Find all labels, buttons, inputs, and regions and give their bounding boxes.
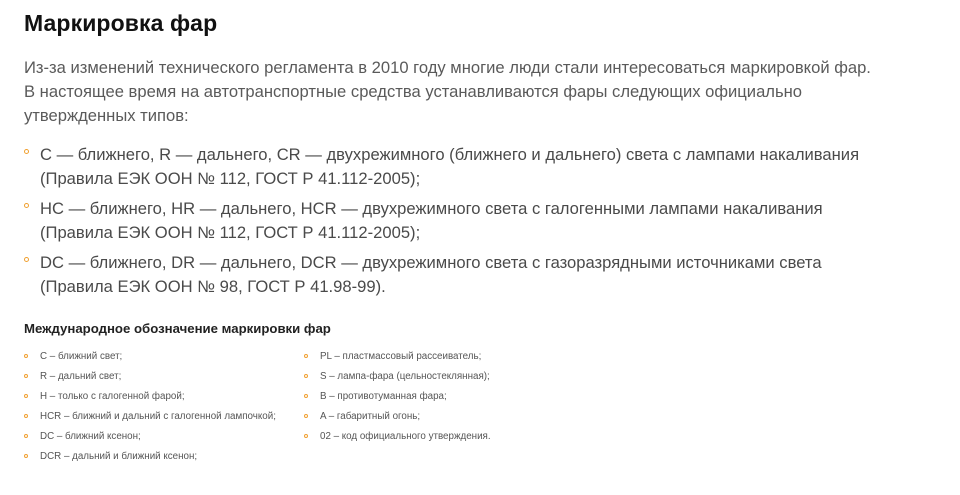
list-item-text: PL – пластмассовый рассеиватель; <box>320 351 482 362</box>
bullet-icon <box>24 257 29 262</box>
list-item <box>24 450 276 470</box>
bullet-icon <box>304 434 308 438</box>
list-item-text: S – лампа-фара (цельностеклянная); <box>320 371 490 382</box>
list-item <box>24 251 940 299</box>
list-item <box>304 370 491 390</box>
marking-codes-right-column <box>304 350 491 450</box>
list-item-text: HCR – ближний и дальний с галогенной лампочкой; <box>40 411 276 422</box>
list-item <box>24 430 276 450</box>
intro-line: утвержденных типов: <box>24 106 189 125</box>
list-item-text: (Правила ЕЭК ООН № 112, ГОСТ Р 41.112-2005); <box>40 223 421 242</box>
list-item <box>24 410 276 430</box>
marking-codes <box>24 350 940 470</box>
bullet-icon <box>24 374 28 378</box>
page-title: Маркировка фар <box>24 10 218 36</box>
list-item-text: (Правила ЕЭК ООН № 112, ГОСТ Р 41.112-2005); <box>40 169 421 188</box>
list-item <box>304 430 491 450</box>
list-item-text: B – противотуманная фара; <box>320 391 447 402</box>
list-item <box>304 410 491 430</box>
section-subtitle: Международное обозначение маркировки фар <box>24 321 331 336</box>
bullet-icon <box>24 414 28 418</box>
intro-line: Из-за изменений технического регламента в 2010 году многие люди стали интересоваться маркировкой фар. <box>24 58 871 77</box>
list-item-text: HC — ближнего, HR — дальнего, HCR — двухрежимного света с галогенными лампами накаливания <box>40 199 823 218</box>
list-item-text: DC – ближний ксенон; <box>40 431 141 442</box>
list-item-text: A – габаритный огонь; <box>320 411 421 422</box>
headlight-types-list <box>24 143 940 305</box>
list-item-text: H – только с галогенной фарой; <box>40 391 185 402</box>
bullet-icon <box>304 374 308 378</box>
bullet-icon <box>24 149 29 154</box>
list-item-text: (Правила ЕЭК ООН № 98, ГОСТ Р 41.98-99). <box>40 277 386 296</box>
list-item <box>24 350 276 370</box>
list-item <box>304 390 491 410</box>
list-item <box>304 350 491 370</box>
intro-paragraph <box>24 56 940 128</box>
list-item <box>24 370 276 390</box>
bullet-icon <box>24 203 29 208</box>
bullet-icon <box>24 434 28 438</box>
bullet-icon <box>24 354 28 358</box>
list-item-text: DC — ближнего, DR — дальнего, DCR — двухрежимного света с газоразрядными источниками света <box>40 253 822 272</box>
list-item-text: C – ближний свет; <box>40 351 123 362</box>
bullet-icon <box>304 394 308 398</box>
list-item-text: C — ближнего, R — дальнего, CR — двухрежимного (ближнего и дальнего) света с лампами накаливания <box>40 145 860 164</box>
bullet-icon <box>304 414 308 418</box>
list-item-text: R – дальний свет; <box>40 371 122 382</box>
list-item <box>24 390 276 410</box>
list-item <box>24 197 940 245</box>
bullet-icon <box>304 354 308 358</box>
intro-line: В настоящее время на автотранспортные средства устанавливаются фары следующих официально <box>24 82 803 101</box>
list-item-text: 02 – код официального утверждения. <box>320 431 491 442</box>
marking-codes-left-column <box>24 350 276 470</box>
list-item-text: DCR – дальний и ближний ксенон; <box>40 451 198 462</box>
bullet-icon <box>24 394 28 398</box>
bullet-icon <box>24 454 28 458</box>
list-item <box>24 143 940 191</box>
